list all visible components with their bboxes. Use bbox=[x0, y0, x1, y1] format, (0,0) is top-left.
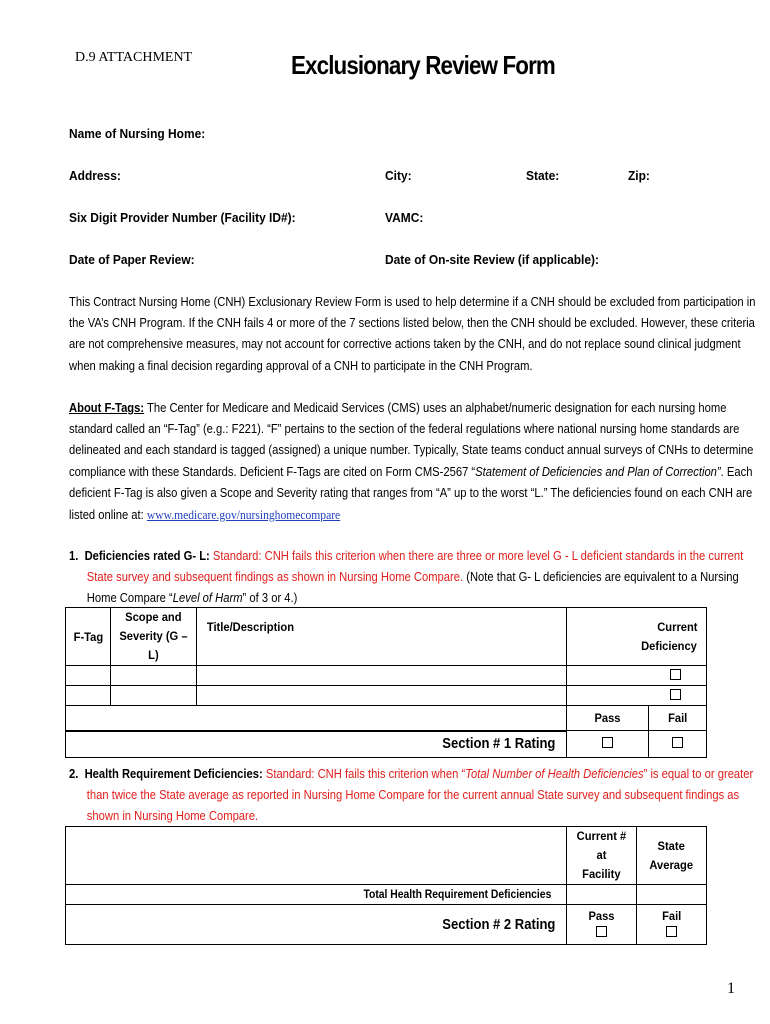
total-health-deficiencies-label: Total Health Requirement Deficiencies bbox=[66, 885, 567, 905]
fail-header: Fail bbox=[661, 908, 682, 923]
ftag-cell[interactable] bbox=[66, 666, 111, 686]
section2-standard: ” is equal to or greater bbox=[643, 767, 754, 781]
scope-cell[interactable] bbox=[110, 686, 196, 706]
section2-fail-cell bbox=[637, 905, 707, 945]
city-label: City: bbox=[385, 168, 412, 183]
section2-pass-cell bbox=[567, 905, 637, 945]
current-at-facility-header: Current # at Facility bbox=[567, 827, 637, 885]
scope-severity-header: Scope and Severity (G – L) bbox=[110, 608, 196, 666]
about-text: The Center for Medicare and Medicaid Services (CMS) uses an alphabet/numeric designation for each nursing home bbox=[144, 401, 727, 415]
intro-line: This Contract Nursing Home (CNH) Exclusionary Review Form is used to help determine if a CNH should be excluded from participation in bbox=[69, 295, 756, 309]
nursing-home-compare-link[interactable]: www.medicare.gov/nursinghomecompare bbox=[146, 507, 341, 523]
section1-note: (Note that G- L deficiencies are equivalent to a Nursing bbox=[463, 570, 739, 584]
current-at-facility-value[interactable] bbox=[567, 885, 637, 905]
section1-number: 1. bbox=[69, 549, 79, 563]
section1-fail-checkbox[interactable] bbox=[672, 737, 683, 748]
ftag-cell[interactable] bbox=[66, 686, 111, 706]
fail-header: Fail bbox=[649, 706, 707, 731]
pass-header: Pass bbox=[567, 706, 649, 731]
state-average-header: State Average bbox=[637, 827, 707, 885]
onsite-review-date-label: Date of On-site Review (if applicable): bbox=[385, 252, 600, 267]
section2-pass-checkbox[interactable] bbox=[596, 926, 607, 937]
current-deficiency-header: Current Deficiency bbox=[567, 608, 707, 666]
section2-heading: Health Requirement Deficiencies: bbox=[84, 767, 263, 781]
about-text: standard called an “F-Tag” (e.g.: F221). “F” pertains to the section of the federal regulations where national nursing home standards are bbox=[69, 422, 740, 437]
state-average-value[interactable] bbox=[637, 885, 707, 905]
intro-line: when making a final decision regarding approval of a CNH to participate in the CNH Program. bbox=[69, 358, 533, 373]
section2-table bbox=[65, 826, 707, 945]
section1-pass-cell bbox=[567, 731, 649, 758]
title-cell[interactable] bbox=[196, 666, 566, 686]
state-label: State: bbox=[526, 168, 560, 183]
about-text: listed online at: bbox=[69, 508, 147, 523]
section2-fail-checkbox[interactable] bbox=[666, 926, 677, 937]
intro-line: are not comprehensive measures, may not account for corrective actions taken by the CNH, and do not replace sound clinical judgment bbox=[69, 337, 741, 352]
section1-note: Home Compare “ bbox=[86, 591, 173, 605]
about-ftags-paragraph bbox=[69, 398, 754, 526]
title-description-header: Title/Description bbox=[196, 608, 566, 666]
deficiency-checkbox[interactable] bbox=[670, 689, 681, 700]
section2-standard-italic: Total Number of Health Deficiencies bbox=[465, 767, 644, 781]
title-cell[interactable] bbox=[196, 686, 566, 706]
page-number: 1 bbox=[727, 980, 735, 997]
section1-table bbox=[65, 607, 707, 758]
attachment-label: D.9 ATTACHMENT bbox=[75, 50, 193, 65]
section1-standard: Standard: CNH fails this criterion when there are three or more level G - L deficient standards in the current bbox=[209, 549, 744, 563]
form-name: Statement of Deficiencies and Plan of Correction” bbox=[475, 464, 721, 479]
deficiency-cell bbox=[567, 666, 707, 686]
section1-heading: Deficiencies rated G- L: bbox=[84, 549, 210, 563]
paper-review-date-label: Date of Paper Review: bbox=[69, 252, 195, 267]
about-text: delineated and each standard is tagged (assigned) a unique number. Typically, State teams conduct annual surveys of CNHs to determine bbox=[69, 443, 754, 458]
deficiency-cell bbox=[567, 686, 707, 706]
about-text: . Each bbox=[720, 464, 753, 479]
about-text: deficient F-Tag is also given a Scope and Severity rating that ranges from “A” up to the worst “L.” The deficiencies found on each CNH are bbox=[69, 485, 753, 500]
about-ftags-heading: About F-Tags: bbox=[69, 401, 145, 415]
section2-standard: Standard: CNH fails this criterion when “ bbox=[262, 767, 466, 781]
scope-cell[interactable] bbox=[110, 666, 196, 686]
intro-paragraph bbox=[69, 292, 756, 377]
ftag-header: F-Tag bbox=[66, 608, 111, 666]
provider-number-label: Six Digit Provider Number (Facility ID#): bbox=[69, 210, 296, 225]
section2-standard-cont: than twice the State average as reported in Nursing Home Compare for the current annual State survey and subsequent findings as bbox=[86, 788, 740, 802]
section2-number: 2. bbox=[69, 767, 79, 781]
intro-line: the VA’s CNH Program. If the CNH fails 4 or more of the 7 sections listed below, then the CNH should be excluded. However, these criteria bbox=[69, 316, 755, 331]
level-of-harm: Level of Harm bbox=[172, 591, 243, 605]
address-label: Address: bbox=[69, 168, 121, 183]
section2-standard-cont: shown in Nursing Home Compare. bbox=[86, 809, 259, 823]
page-title: Exclusionary Review Form bbox=[291, 50, 555, 80]
section1-note: ” of 3 or 4.) bbox=[242, 591, 298, 605]
vamc-label: VAMC: bbox=[385, 210, 424, 225]
section1-pass-checkbox[interactable] bbox=[602, 737, 613, 748]
about-text: compliance with these Standards. Deficient F-Tags are cited on Form CMS-2567 “ bbox=[69, 464, 476, 479]
section1-rating-label: Section # 1 Rating bbox=[66, 731, 567, 758]
deficiency-checkbox[interactable] bbox=[670, 669, 681, 680]
section1-standard-cont: State survey and subsequent findings as shown in Nursing Home Compare. bbox=[86, 570, 464, 584]
section1-fail-cell bbox=[649, 731, 707, 758]
section2-text bbox=[69, 764, 753, 827]
section2-rating-label: Section # 2 Rating bbox=[66, 905, 567, 945]
section1-text bbox=[69, 546, 743, 609]
pass-header: Pass bbox=[588, 908, 615, 923]
section2-blank-header bbox=[66, 827, 567, 885]
nursing-home-name-label: Name of Nursing Home: bbox=[69, 126, 206, 141]
zip-label: Zip: bbox=[628, 168, 650, 183]
